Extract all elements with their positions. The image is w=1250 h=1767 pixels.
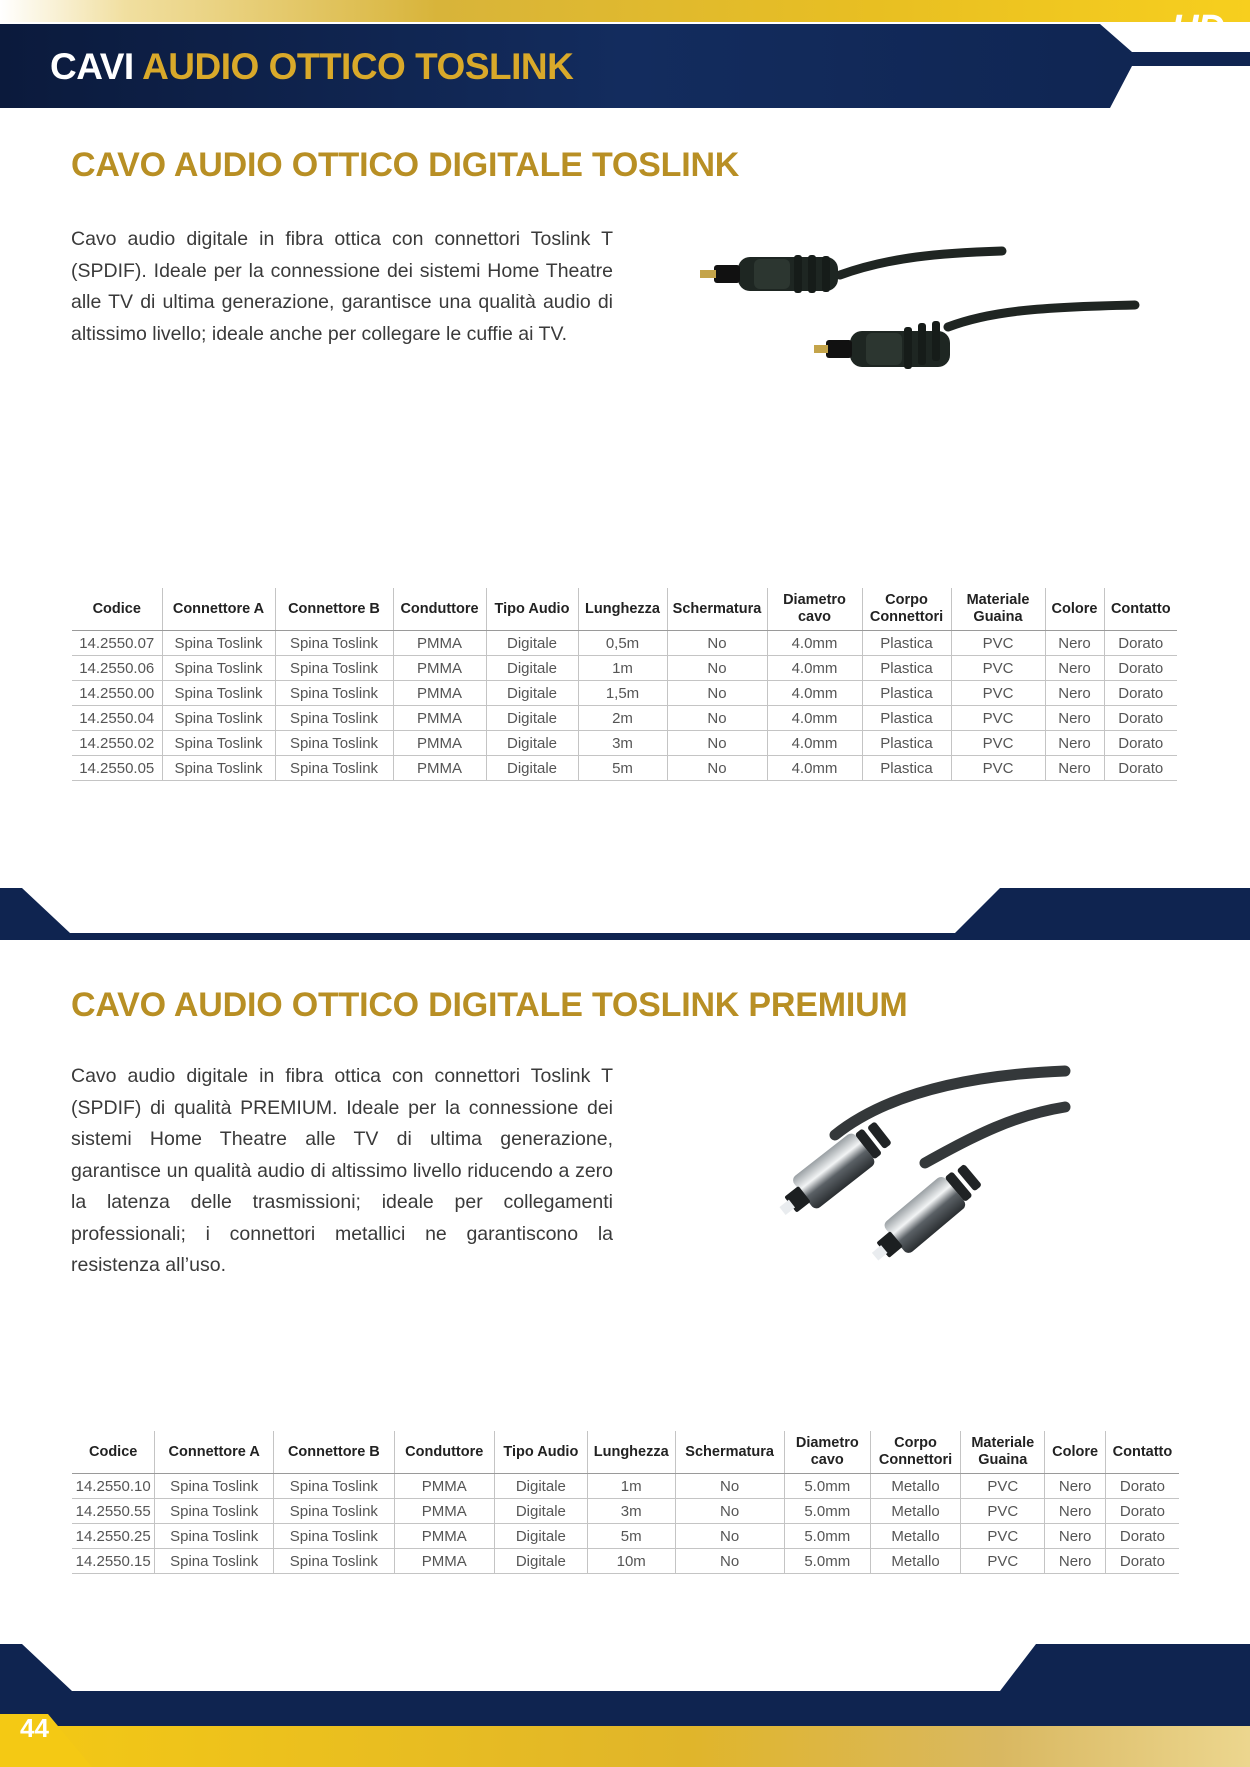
table-cell: Nero [1045,731,1104,756]
table-cell: Spina Toslink [162,681,275,706]
table-row [72,681,1177,706]
table-cell: Spina Toslink [275,706,393,731]
table-cell: 5m [587,1524,675,1549]
table-cell: Nero [1045,1524,1106,1549]
table-cell: Spina Toslink [162,731,275,756]
table-cell: PMMA [394,1549,494,1574]
col-header: Connettore A [155,1431,274,1474]
table-cell: Nero [1045,1499,1106,1524]
table-cell: Spina Toslink [162,706,275,731]
table-cell: No [667,756,767,781]
col-header: Conduttore [394,1431,494,1474]
col-header: Schermatura [675,1431,784,1474]
table-cell: 14.2550.10 [72,1474,155,1499]
table-cell: Plastica [862,656,951,681]
table-cell: Spina Toslink [162,756,275,781]
table-cell: Digitale [494,1524,587,1549]
table-cell: 4.0mm [767,706,862,731]
table-cell: No [675,1474,784,1499]
title-gold-part: AUDIO OTTICO TOSLINK [142,46,574,87]
footer-band [0,1644,1250,1767]
table-cell: Plastica [862,706,951,731]
table-cell: Spina Toslink [155,1474,274,1499]
table-cell: Nero [1045,1549,1106,1574]
table-cell: 5.0mm [784,1524,870,1549]
table-cell: Dorato [1105,1474,1179,1499]
col-header: Diametro cavo [784,1431,870,1474]
table-row [72,1524,1179,1549]
table-cell: No [667,731,767,756]
table-cell: Spina Toslink [274,1549,395,1574]
col-header: Tipo Audio [486,588,578,631]
table-cell: Spina Toslink [274,1499,395,1524]
table-cell: 14.2550.04 [72,706,162,731]
table-cell: Spina Toslink [275,656,393,681]
table-row [72,731,1177,756]
table-cell: 3m [587,1499,675,1524]
table-cell: 14.2550.07 [72,631,162,656]
col-header: Tipo Audio [494,1431,587,1474]
table-cell: 1,5m [578,681,667,706]
table-cell: Nero [1045,756,1104,781]
table-cell: Dorato [1104,706,1177,731]
table-cell: PVC [961,1499,1045,1524]
col-header: Diametro cavo [767,588,862,631]
table-cell: 2m [578,706,667,731]
table-cell: PVC [951,681,1045,706]
table-cell: Digitale [494,1474,587,1499]
col-header: Connettore B [274,1431,395,1474]
table-cell: No [667,681,767,706]
table-cell: No [675,1549,784,1574]
table-cell: No [667,706,767,731]
table-cell: Nero [1045,1474,1106,1499]
table-cell: Digitale [486,756,578,781]
table-cell: No [667,631,767,656]
table-cell: Spina Toslink [162,631,275,656]
table-cell: Dorato [1104,631,1177,656]
col-header: Contatto [1105,1431,1179,1474]
table-cell: Dorato [1105,1524,1179,1549]
table-row [72,706,1177,731]
table-cell: Digitale [486,681,578,706]
table-cell: PMMA [393,706,486,731]
col-header: Materiale Guaina [961,1431,1045,1474]
table-row [72,1549,1179,1574]
col-header: Corpo Connettori [870,1431,960,1474]
table-cell: 10m [587,1549,675,1574]
col-header: Contatto [1104,588,1177,631]
spec-table-standard [72,588,1177,781]
toslink-cable-image [690,235,1140,415]
table-row [72,1474,1179,1499]
table-cell: 14.2550.06 [72,656,162,681]
table-cell: PMMA [394,1524,494,1549]
table-cell: PMMA [393,731,486,756]
table-cell: PVC [961,1549,1045,1574]
col-header: Schermatura [667,588,767,631]
table-cell: PVC [961,1474,1045,1499]
table-cell: Dorato [1104,656,1177,681]
col-header: Colore [1045,1431,1106,1474]
table-cell: Spina Toslink [275,631,393,656]
table-cell: 1m [578,656,667,681]
table-cell: 5.0mm [784,1474,870,1499]
table-cell: Digitale [486,656,578,681]
table-cell: Nero [1045,681,1104,706]
col-header: Conduttore [393,588,486,631]
table-cell: Spina Toslink [274,1474,395,1499]
table-cell: PVC [961,1524,1045,1549]
section2-title: CAVO AUDIO OTTICO DIGITALE TOSLINK PREMIUM [71,986,908,1024]
table-cell: Spina Toslink [275,731,393,756]
table-cell: Dorato [1104,681,1177,706]
page-number: 44 [20,1713,49,1743]
section2-description: Cavo audio digitale in fibra ottica con connettori Toslink T (SPDIF) di qualità PREMIUM. Ideale per la connessione dei sistemi Home Theatre alle TV di ultima generazione, garantisce un qualità audio di altissimo livello riducendo a zero la latenza delle trasmissioni; ideale per collegamenti professionali; i connettori metallici ne garantiscono la resistenza all’uso. [71,1065,613,1276]
table-cell: PMMA [393,756,486,781]
table-cell: Spina Toslink [274,1524,395,1549]
table-body [72,1474,1179,1574]
table-cell: Nero [1045,631,1104,656]
table-cell: Metallo [870,1474,960,1499]
table-cell: 5.0mm [784,1549,870,1574]
table-cell: 0,5m [578,631,667,656]
table-cell: 14.2550.02 [72,731,162,756]
section1-description: Cavo audio digitale in fibra ottica con connettori Toslink T (SPDIF). Ideale per la connessione dei sistemi Home Theatre alle TV di ultima generazione, garantisce una qualità audio di altissimo livello; ideale anche per collegare le cuffie ai TV. [71,228,613,345]
table-cell: Spina Toslink [275,681,393,706]
section-divider-band [0,888,1250,940]
table-cell: Spina Toslink [155,1524,274,1549]
table-cell: 14.2550.25 [72,1524,155,1549]
table-cell: 14.2550.00 [72,681,162,706]
table-cell: Dorato [1104,756,1177,781]
col-header: Lunghezza [587,1431,675,1474]
table-cell: Spina Toslink [155,1549,274,1574]
table-cell: Spina Toslink [162,656,275,681]
table-cell: 5m [578,756,667,781]
table-cell: Plastica [862,631,951,656]
table-cell: Plastica [862,756,951,781]
table-cell: 4.0mm [767,731,862,756]
col-header: Lunghezza [578,588,667,631]
table-row [72,631,1177,656]
table-cell: Spina Toslink [155,1499,274,1524]
table-cell: Digitale [486,706,578,731]
table-row [72,656,1177,681]
table-cell: 4.0mm [767,631,862,656]
table-header-row [72,1431,1179,1474]
col-header: Codice [72,1431,155,1474]
table-cell: PVC [951,731,1045,756]
table-cell: 4.0mm [767,656,862,681]
table-cell: PVC [951,756,1045,781]
table-cell: PVC [951,656,1045,681]
col-header: Materiale Guaina [951,588,1045,631]
table-cell: Dorato [1105,1549,1179,1574]
table-cell: Digitale [494,1499,587,1524]
table-cell: PMMA [393,681,486,706]
table-cell: Nero [1045,706,1104,731]
table-cell: PMMA [394,1474,494,1499]
spec-table-premium [72,1431,1179,1574]
table-cell: Metallo [870,1524,960,1549]
table-cell: 5.0mm [784,1499,870,1524]
col-header: Colore [1045,588,1104,631]
table-cell: Metallo [870,1499,960,1524]
table-cell: Dorato [1104,731,1177,756]
table-cell: Plastica [862,681,951,706]
table-cell: PMMA [393,631,486,656]
table-row [72,756,1177,781]
section1-title: CAVO AUDIO OTTICO DIGITALE TOSLINK [71,146,740,184]
table-cell: No [667,656,767,681]
table-cell: Digitale [494,1549,587,1574]
table-cell: 14.2550.55 [72,1499,155,1524]
table-cell: PVC [951,631,1045,656]
col-header: Connettore B [275,588,393,631]
table-cell: PVC [951,706,1045,731]
page-category-title [50,46,573,88]
table-cell: PMMA [393,656,486,681]
table-cell: PMMA [394,1499,494,1524]
col-header: Codice [72,588,162,631]
col-header: Corpo Connettori [862,588,951,631]
table-cell: Nero [1045,656,1104,681]
table-cell: 1m [587,1474,675,1499]
table-cell: Metallo [870,1549,960,1574]
table-cell: 14.2550.05 [72,756,162,781]
table-cell: Plastica [862,731,951,756]
hd-logo: HD [1171,8,1224,50]
toslink-premium-cable-image [735,1065,1075,1290]
table-cell: 4.0mm [767,756,862,781]
table-body [72,631,1177,781]
table-cell: Spina Toslink [275,756,393,781]
table-cell: Digitale [486,731,578,756]
title-white-part: CAVI [50,46,134,87]
table-cell: No [675,1524,784,1549]
table-cell: 14.2550.15 [72,1549,155,1574]
table-cell: 4.0mm [767,681,862,706]
table-cell: Digitale [486,631,578,656]
table-cell: Dorato [1105,1499,1179,1524]
table-cell: 3m [578,731,667,756]
table-header-row [72,588,1177,631]
table-cell: No [675,1499,784,1524]
col-header: Connettore A [162,588,275,631]
table-row [72,1499,1179,1524]
